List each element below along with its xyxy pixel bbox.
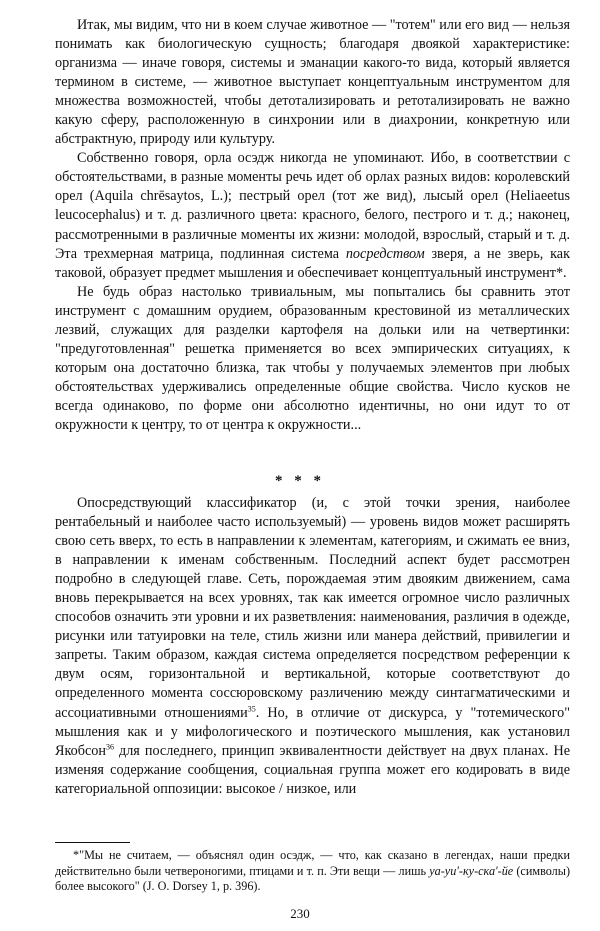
footnote-emphasis: уа-уи'-ку-ска'-йе: [429, 863, 514, 878]
paragraph-4-part3: для последнего, принцип эквивалентности действует на двух планах. Не изменяя содержание сообщения, социальная группа может его кодировать в виде категориальной оппозиции: высокое / низкое, или: [55, 742, 570, 797]
footnote-ref-36: 36: [105, 741, 114, 751]
text-block-bottom: [55, 494, 570, 799]
footnote-text: [55, 848, 570, 895]
paragraph-2-text: Собственно говоря, орла осэдж никогда не упоминают. Ибо, в соответствии с обстоятельствами, в разные моменты речь идет об орлах разных видов: королевский орел (Aquila chrēsaytos, L.); пестрый орел (тот же вид), лысый орел (Heliaeetus leucocephalus) и т. д. различного цвета: красного, белого, пестрого и т. д.; наконец, рассмотренными в различные моменты их жизни: молодой, взрослый, старый и т. д. Эта трехмерная матрица, подлинная система: [55, 150, 570, 262]
footnote-part1: *"Мы не считаем, — объяснял один осэдж, — что, как сказано в легендах, наши предки действительно были четвероногими, птицами и т. п. Эти вещи — лишь: [55, 848, 570, 878]
footnote-ref-35: 35: [247, 703, 256, 713]
footnote-rule: [55, 842, 130, 843]
paragraph-4-part1: Опосредствующий классификатор (и, с этой точки зрения, наиболее рентабельный и наиболее часто используемый) — уровень видов может расширять свою сеть вверх, то есть в направлении к элементам, категориям, и сжимать ее вниз, в направлении к именам собственным. Последний аспект будет рассмотрен подробно в следующей главе. Сеть, порождаемая этим двояким движением, сама вновь перекрывается на всех уровнях, так как имеется огромное число различных способов означить эти уровни и их разветвления: наименования, различия в одежде, рисунки или татуировки на теле, стиль жизни или манера действий, привилегии и запреты. Таким образом, каждая система определяется посредством референции к двум осям, горизонтальной и вертикальной, которые соответствуют до определенного момента соссюровскому различению между синтагматическими и ассоциативными отношениями: [55, 495, 570, 721]
paragraph-3: Не будь образ настолько тривиальным, мы попытались бы сравнить этот инструмент с домашним орудием, образованным крестовиной из металлических лезвий, служащих для разделки картофеля на дольки или на четвертинки: "предуготовленная" решетка применяется во всех эмпирических ситуациях, к которым она достаточно близка, так чтобы у получаемых элементов при любых обстоятельствах удерживались определенные общие свойства. Число кусков не всегда одинаково, по форме они абсолютно идентичны, но они идут то от окружности к центру, то от центра к окружности...: [55, 283, 570, 433]
footnote: [55, 848, 570, 895]
paragraph-2: [55, 149, 570, 282]
paragraph-4: [55, 494, 570, 799]
paragraph-1: Итак, мы видим, что ни в коем случае животное — "тотем" или его вид — нельзя понимать как биологическую сущность; благодаря двоякой характеристике: организма — иначе говоря, системы и эманации какого-то вида, который является термином в системе, — животное выступает концептуальным инструментом для множества возможностей, чтобы детотализировать и ретотализировать не важно какую сферу, расположенную в синхронии или в диахронии, конкретную или абстрактную, природу или культуру.: [55, 17, 570, 148]
text-block-top: [55, 16, 570, 435]
page-number: 230: [290, 906, 310, 921]
paragraph-4-part2: . Но, в отличие от дискурса, у "тотемического" мышления как и у мифологического и поэтического мышления, как установил Якобсон: [55, 704, 571, 759]
paragraph-2-end: зверя, а не зверь, как таковой, образует предмет мышления и обеспечивает концептуальный инструмент*.: [55, 245, 571, 281]
section-separator: * * *: [275, 473, 325, 489]
paragraph-2-emphasis: посредством: [345, 245, 425, 262]
footnote-part2: (символы) более высокого" (J. O. Dorsey 1, p. 396).: [55, 863, 571, 894]
